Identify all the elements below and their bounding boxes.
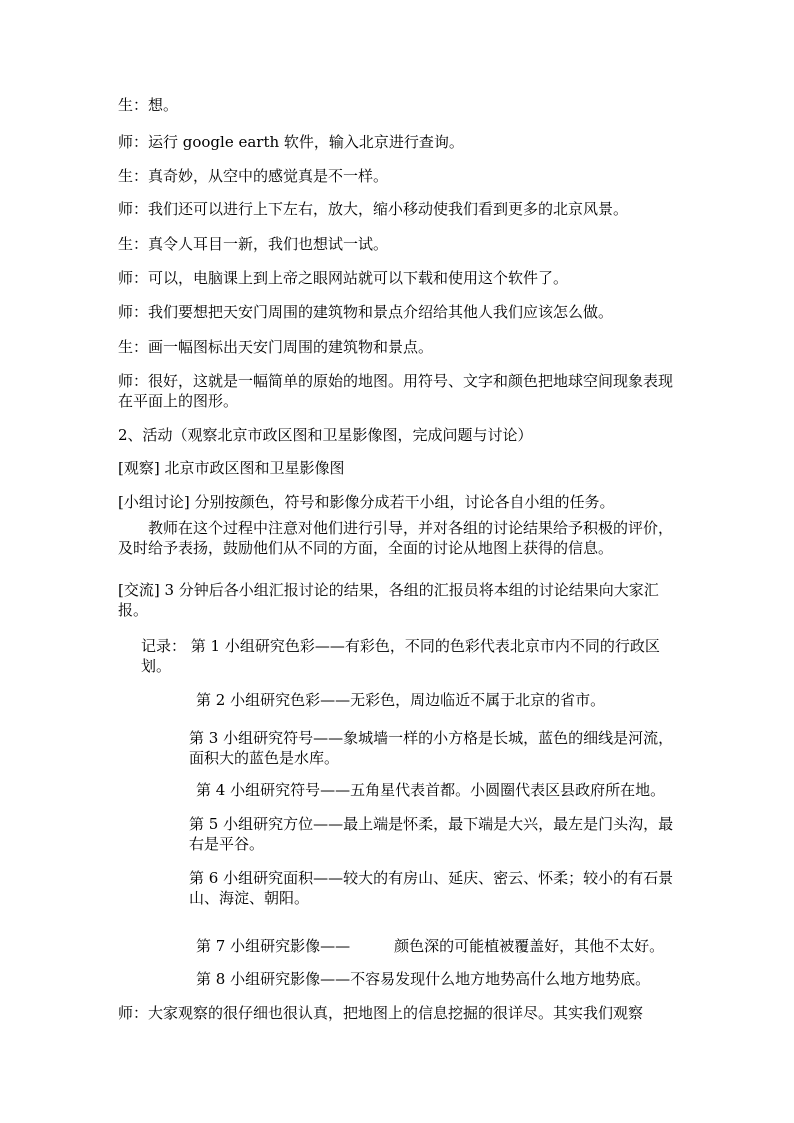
observe-line: [观察] 北京市政区图和卫星影像图 [118, 459, 345, 477]
dialogue-paragraph: 师：很好，这就是一幅简单的原始的地图。用符号、文字和颜色把地球空间现象表现在平面上的图形。 [118, 372, 674, 410]
record-group-7-label: 第 7 小组研究影像—— [196, 937, 351, 955]
dialogue-line: 生：真奇妙，从空中的感觉真是不一样。 [118, 167, 389, 185]
dialogue-line: 生：画一幅图标出天安门周围的建筑物和景点。 [118, 338, 434, 356]
dialogue-line: 师：可以，电脑课上到上帝之眼网站就可以下载和使用这个软件了。 [118, 269, 569, 287]
record-group-8: 第 8 小组研究影像——不容易发现什么地方地势高什么地方地势底。 [196, 970, 651, 988]
record-group-4: 第 4 小组研究符号——五角星代表首都。小圆圈代表区县政府所在地。 [196, 781, 666, 799]
record-group-3: 第 3 小组研究符号——象城墙一样的小方格是长城，蓝色的细线是河流，面积大的蓝色是水库。 [189, 729, 674, 767]
record-group-1: 记录： 第 1 小组研究色彩——有彩色，不同的色彩代表北京市内不同的行政区划。 [141, 637, 660, 675]
record-group-2: 第 2 小组研究色彩——无彩色，周边临近不属于北京的省市。 [196, 691, 606, 709]
record-group-5: 第 5 小组研究方位——最上端是怀柔，最下端是大兴，最左是门头沟，最右是平谷。 [189, 815, 674, 853]
teacher-summary-line: 师：大家观察的很仔细也很认真，把地图上的信息挖掘的很详尽。其实我们观察 [118, 1004, 644, 1022]
dialogue-line: 师：我们要想把天安门周围的建筑物和景点介绍给其他人我们应该怎么做。 [118, 303, 614, 321]
dialogue-line: 生：真令人耳目一新，我们也想试一试。 [118, 235, 389, 253]
group-discussion-line: [小组讨论] 分别按颜色，符号和影像分成若干小组，讨论各自小组的任务。 [118, 493, 615, 511]
record-group-7 [196, 936, 681, 956]
exchange-paragraph: [交流] 3 分钟后各小组汇报讨论的结果，各组的汇报员将本组的讨论结果向大家汇报。 [118, 581, 659, 619]
record-group-7-text: 颜色深的可能植被覆盖好，其他不太好。 [394, 937, 665, 955]
teacher-guidance-paragraph: 教师在这个过程中注意对他们进行引导，并对各组的讨论结果给予积极的评价，及时给予表扬，鼓励他们从不同的方面，全面的讨论从地图上获得的信息。 [118, 519, 674, 557]
dialogue-line: 师：我们还可以进行上下左右，放大，缩小移动使我们看到更多的北京风景。 [118, 200, 629, 218]
activity-heading: 2、活动（观察北京市政区图和卫星影像图，完成问题与讨论） [118, 426, 533, 444]
dialogue-line: 生：想。 [118, 96, 179, 114]
dialogue-line: 师：运行 google earth 软件，输入北京进行查询。 [118, 133, 464, 151]
record-group-6: 第 6 小组研究面积——较大的有房山、延庆、密云、怀柔；较小的有石景山、海淀、朝阳。 [189, 869, 674, 907]
